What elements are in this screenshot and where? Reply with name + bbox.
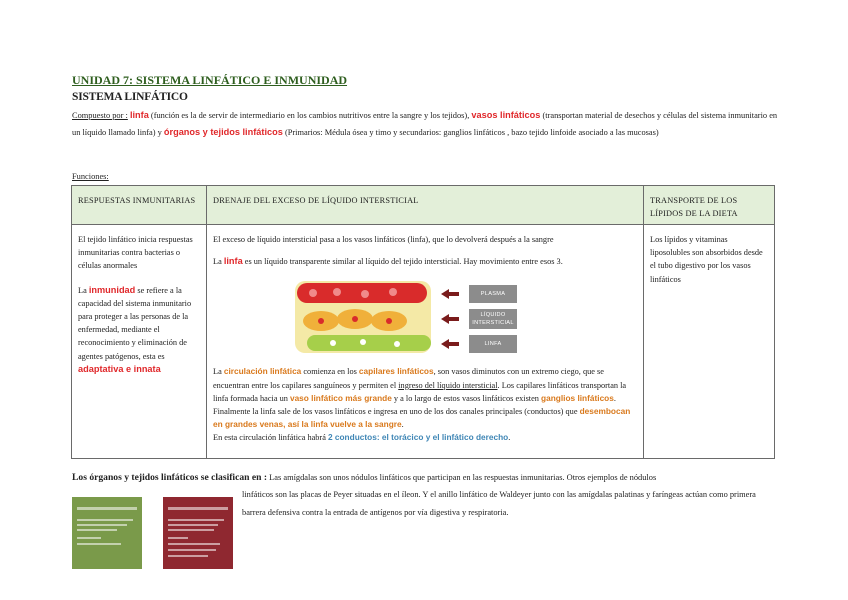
cell-drenaje bbox=[207, 225, 644, 459]
section-title: SISTEMA LINFÁTICO bbox=[72, 91, 188, 103]
inmunidad-text: La inmunidad se refiere a la capacidad del sistema inmunitario para proteger a las personas de la enfermedad, mediante el reconocimiento y eliminación de agentes patógenos, esta es adaptativa e innata bbox=[78, 284, 192, 374]
organos-description: (Primarios: Médula ósea y timo y secundarios: ganglios linfáticos , bazo tejido linfoide asociado a las mucosas) bbox=[282, 128, 659, 137]
table-header-row bbox=[72, 186, 775, 225]
header-transporte: TRANSPORTE DE LOS LÍPIDOS DE LA DIETA bbox=[644, 186, 775, 225]
capillary-illustration bbox=[293, 277, 433, 355]
arrow-left-icon bbox=[441, 289, 449, 299]
term-conductos: 2 conductos: el torácico y el linfático derecho bbox=[327, 432, 509, 443]
term-ganglios: ganglios linfáticos bbox=[541, 392, 614, 403]
term-inmunidad: inmunidad bbox=[88, 284, 136, 295]
conductos-text: En esta circulación linfática habrá 2 conductos: el torácico y el linfático derecho. bbox=[213, 432, 511, 443]
label-linfa: LINFA bbox=[469, 335, 517, 353]
linfa-text: La linfa es un líquido transparente similar al líquido del tejido intersticial. Hay movimiento entre esos 3. bbox=[213, 256, 563, 267]
organos-text-1: Las amígdalas son unos nódulos linfáticos que participan en las respuestas inmunitarias. Otros ejemplos de nódulos bbox=[267, 473, 657, 482]
unit-title: UNIDAD 7: SISTEMA LINFÁTICO E INMUNIDAD bbox=[72, 73, 348, 87]
red-slide-thumbnail bbox=[163, 497, 233, 569]
term-vasos: vasos linfáticos bbox=[471, 110, 541, 120]
functions-table bbox=[71, 185, 775, 459]
circulacion-text: La circulación linfática comienza en los capilares linfáticos, son vasos diminutos con un extremo ciego, que se encuentran entre los capilares sanguíneos y permiten el ingreso del líquido intersticial. Los capilares linfáticos transportan la linfa formada hacia un vaso linfático más grande y a lo largo de estos vasos linfáticos existen ganglios linfáticos. Finalmente la linfa sale de los vasos linfáticos e ingresa en uno de los dos canales principales (conductos) que desembocan en grandes venas, así la linfa vuelve a la sangre. bbox=[213, 366, 631, 430]
term-linfa: linfa bbox=[129, 110, 149, 120]
lymph-diagram bbox=[293, 277, 593, 361]
linfa-description: (función es la de servir de intermediario en los cambios nutritivos entre la sangre y los tejidos), bbox=[148, 111, 472, 120]
organos-continuation: linfáticos son las placas de Peyer situadas en el íleon. Y el anillo linfático de Waldeyer junto con las amígdalas palatinas y faríngeas actúan como primera barrera defensiva contra la entrada de antígenos por vía digestiva y respiratoria. bbox=[242, 490, 756, 517]
cell-transporte bbox=[644, 225, 775, 459]
ingreso-underline: ingreso del líquido intersticial bbox=[398, 380, 498, 390]
term-organos: órganos y tejidos linfáticos bbox=[163, 127, 283, 137]
term-linfa-2: linfa bbox=[223, 256, 243, 267]
label-plasma: PLASMA bbox=[469, 285, 517, 303]
term-adaptativa: adaptativa e innata bbox=[78, 363, 161, 374]
term-capilares: capilares linfáticos bbox=[358, 366, 434, 377]
organos-paragraph bbox=[72, 469, 778, 487]
label-liquido-intersticial: LÍQUIDO INTERSTICIAL bbox=[469, 309, 517, 329]
header-drenaje: DRENAJE DEL EXCESO DE LÍQUIDO INTERSTICIAL bbox=[207, 186, 644, 225]
funciones-label: Funciones: bbox=[72, 172, 109, 181]
green-slide-thumbnail bbox=[72, 497, 142, 569]
header-respuestas: RESPUESTAS INMUNITARIAS bbox=[72, 186, 207, 225]
respuestas-text: El tejido linfático inicia respuestas inmunitarias contra bacterias o células anormales bbox=[78, 235, 193, 271]
organos-heading: Los órganos y tejidos linfáticos se clasifican en : bbox=[72, 472, 268, 483]
term-vaso-grande: vaso linfático más grande bbox=[289, 392, 392, 403]
table-row bbox=[72, 225, 775, 459]
intro-paragraph bbox=[72, 107, 778, 141]
term-desembocan: desembocan en grandes venas, así la linfa vuelve a la sangre bbox=[213, 406, 631, 430]
drenaje-text: El exceso de líquido intersticial pasa a los vasos linfáticos (linfa), que lo devolverá después a la sangre bbox=[213, 235, 554, 244]
compuesto-label: Compuesto por : bbox=[72, 111, 128, 120]
arrow-left-icon bbox=[441, 339, 449, 349]
vasos-description: (transportan material de desechos y células del sistema inmunitario en un líquido llamado linfa) y bbox=[72, 111, 778, 137]
term-circulacion: circulación linfática bbox=[223, 366, 302, 377]
transporte-text: Los lípidos y vitaminas liposolubles son absorbidos desde el tubo digestivo por los vasos linfáticos bbox=[650, 235, 763, 284]
arrow-left-icon bbox=[441, 314, 449, 324]
cell-respuestas bbox=[72, 225, 207, 459]
